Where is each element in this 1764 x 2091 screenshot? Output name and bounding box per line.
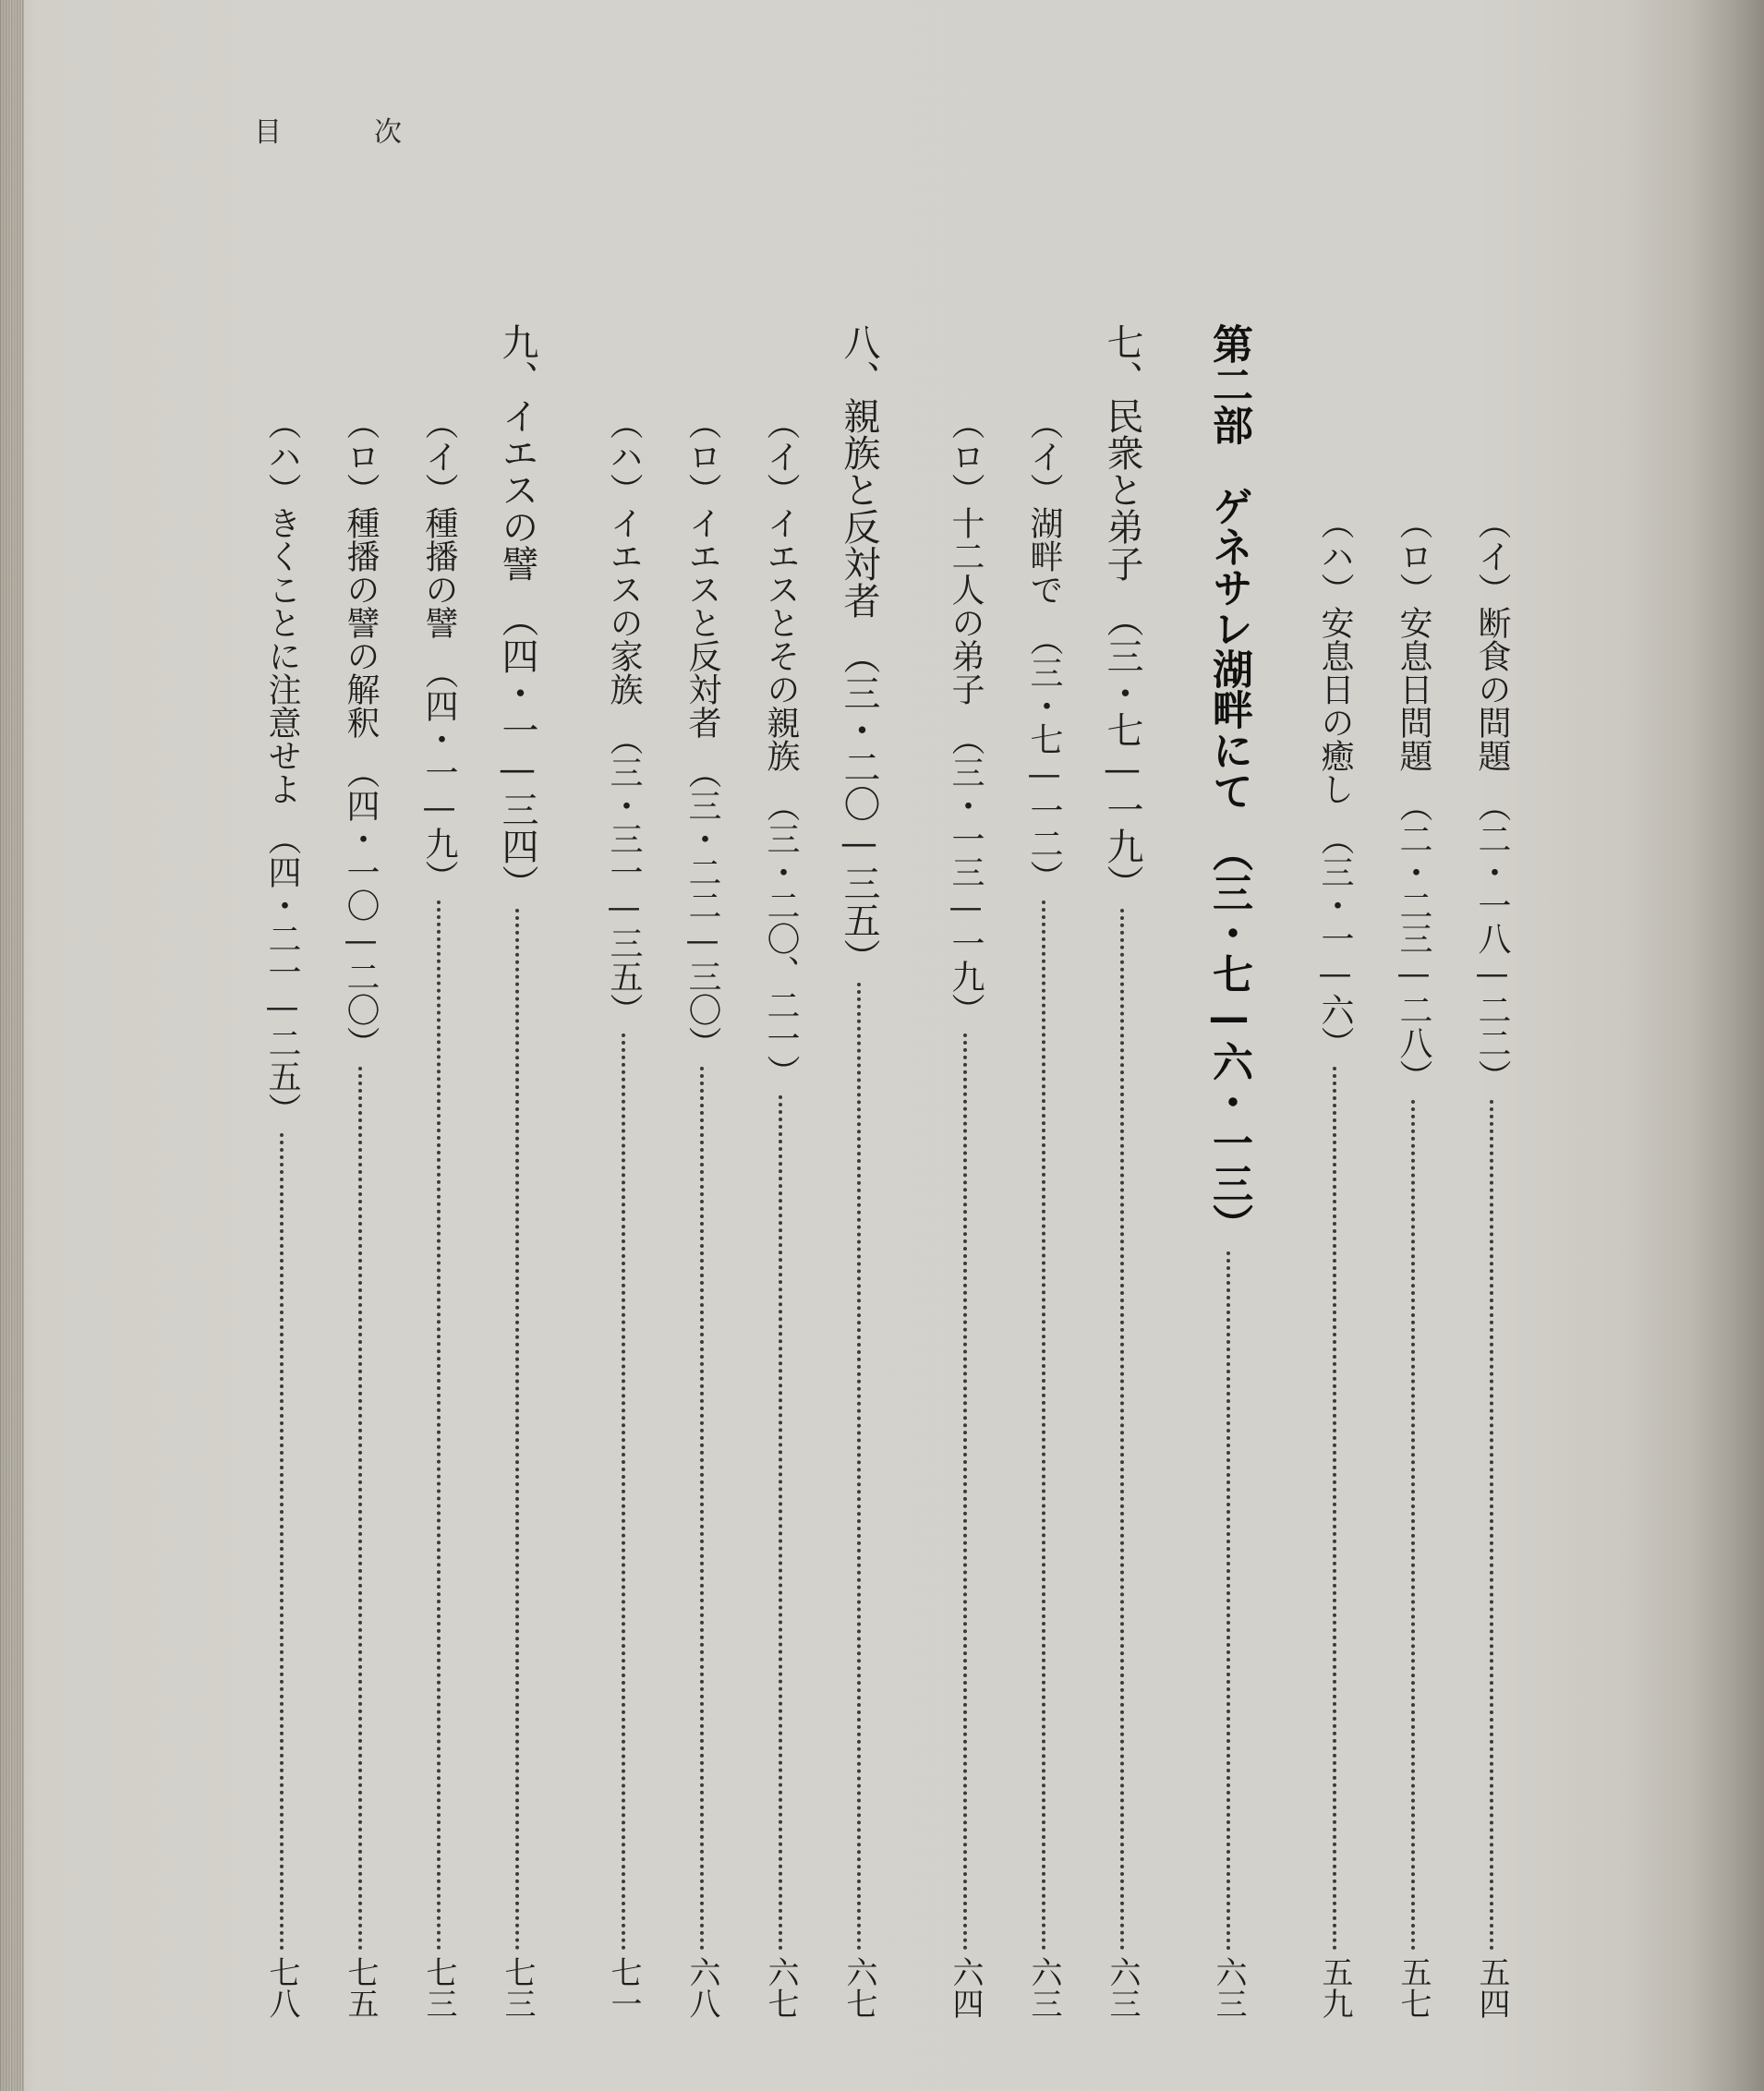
toc-entry-text: （ハ）安息日の癒し （三・一—六） <box>1316 506 1354 1059</box>
toc-entry <box>596 0 651 2091</box>
toc-entry-page: 七三 <box>420 1956 457 2019</box>
leader-dots <box>622 1033 625 1951</box>
toc-entry <box>1464 0 1519 2091</box>
toc-chapter <box>831 0 887 2091</box>
leader-dots <box>358 1067 362 1951</box>
toc-chapter <box>1094 0 1150 2091</box>
leader-dots <box>1120 909 1124 1951</box>
leader-dots <box>779 1095 782 1951</box>
toc-entry-page: 六三 <box>1210 1956 1247 2019</box>
running-head-right: 次 <box>374 116 402 149</box>
leader-dots <box>515 909 519 1951</box>
running-head-left: 目 <box>254 116 282 149</box>
toc-entry-text: 七、民衆と弟子 （三・七—一九） <box>1101 323 1143 901</box>
leader-dots <box>280 1133 284 1951</box>
toc-entry <box>1385 0 1441 2091</box>
toc-entry-text: 八、親族と反対者 （三・二〇—三五） <box>838 323 880 975</box>
leader-dots <box>1226 1251 1230 1951</box>
toc-entry-page: 六三 <box>1025 1956 1062 2019</box>
toc-entry <box>254 0 309 2091</box>
toc-entry-page: 六八 <box>683 1956 720 2019</box>
toc-entry-text: （イ）湖畔で （三・七—一二） <box>1025 406 1063 893</box>
toc-entry-page: 六四 <box>947 1956 984 2019</box>
page-edge <box>0 0 24 2091</box>
leader-dots <box>857 983 861 1951</box>
toc-entry-text: （イ）イエスとその親族 （三・二〇、二一） <box>762 406 800 1088</box>
toc-entry-page: 七八 <box>263 1956 300 2019</box>
leader-dots <box>1042 900 1045 1951</box>
toc-entry-page: 五九 <box>1316 1956 1353 2019</box>
toc-entry-page: 五七 <box>1395 1956 1432 2019</box>
toc-entry-page: 六三 <box>1104 1956 1141 2019</box>
toc-entry <box>753 0 808 2091</box>
toc-entry-page: 六七 <box>840 1956 877 2019</box>
toc-entry <box>332 0 388 2091</box>
toc-entry-text: （イ）断食の問題 （二・一八—二二） <box>1473 506 1511 1093</box>
toc-entry-page: 五四 <box>1473 1956 1510 2019</box>
toc-entry-text: （イ）種播の譬 （四・一—九） <box>420 406 458 893</box>
toc-entry <box>674 0 730 2091</box>
toc-entry-text: （ハ）きくことに注意せよ （四・二一—二五） <box>263 406 301 1126</box>
toc-entry-page: 七五 <box>342 1956 379 2019</box>
leader-dots <box>1333 1067 1336 1951</box>
toc-chapter <box>489 0 545 2091</box>
toc-entry <box>1016 0 1071 2091</box>
toc-entry-text: 九、イエスの譬 （四・一—三四） <box>496 323 538 901</box>
toc-entry-text: （ロ）イエスと反対者 （三・二二—三〇） <box>683 406 721 1059</box>
toc-entry-text: 第二部 ゲネサレ湖畔にて （三・七—六・一三） <box>1205 323 1252 1244</box>
leader-dots <box>700 1067 704 1951</box>
leader-dots <box>1490 1100 1493 1951</box>
leader-dots <box>963 1033 967 1951</box>
toc-entry-text: （ロ）種播の譬の解釈 （四・一〇—二〇） <box>342 406 380 1059</box>
toc-entry-page: 七三 <box>499 1956 536 2019</box>
toc-entry <box>411 0 466 2091</box>
toc-entry <box>1307 0 1362 2091</box>
leader-dots <box>1411 1100 1415 1951</box>
toc-entry <box>937 0 993 2091</box>
leader-dots <box>437 900 441 1951</box>
toc-entry-text: （ハ）イエスの家族 （三・三一—三五） <box>605 406 643 1026</box>
toc-entry-page: 七一 <box>605 1956 642 2019</box>
toc-entry-text: （ロ）十二人の弟子 （三・一三—一九） <box>947 406 985 1026</box>
toc-part-heading <box>1201 0 1256 2091</box>
toc-entry-page: 六七 <box>762 1956 799 2019</box>
toc-entry-text: （ロ）安息日問題 （二・二三—二八） <box>1395 506 1432 1093</box>
